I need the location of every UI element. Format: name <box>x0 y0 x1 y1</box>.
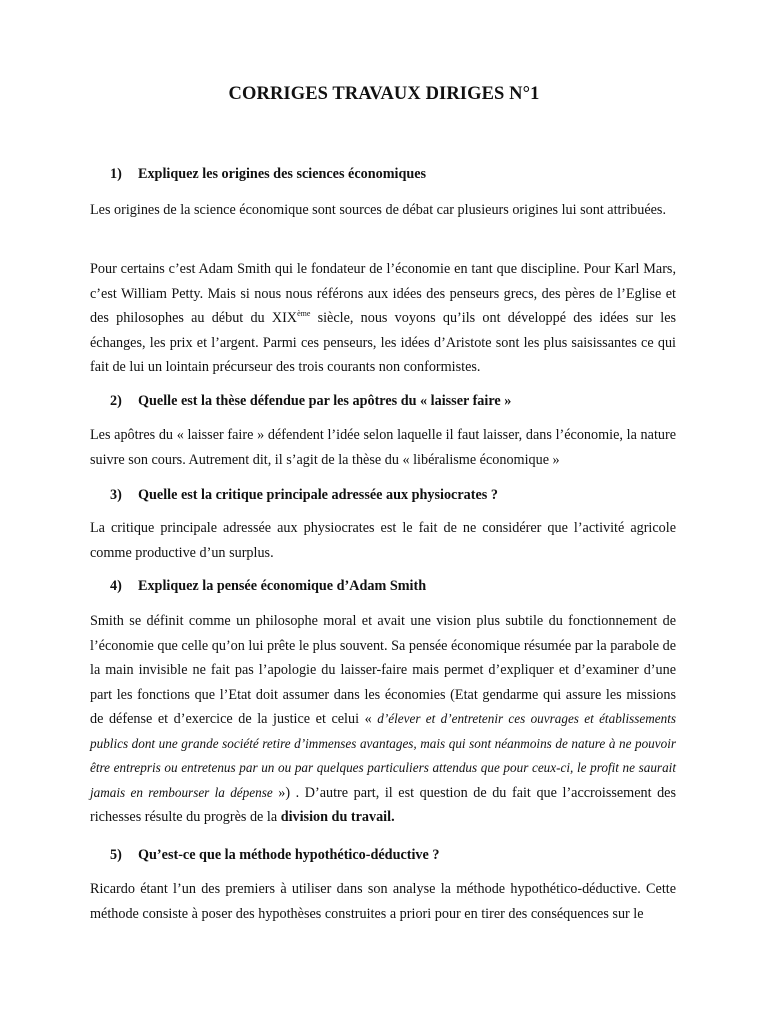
question-heading-1 <box>110 166 426 183</box>
paragraph-text: ») . D’autre part, il est question de du fait que l’accroissement des richesses résulte du progrès de la <box>90 784 677 825</box>
question-text: Quelle est la thèse défendue par les apôtres du « laisser faire » <box>138 393 512 409</box>
question-number: 5) <box>110 847 122 863</box>
quotation: d’élever et d’entretenir ces ouvrages et établissements publics dont une grande société retire d’immenses avantages, mais qui sont néanmoins de nature à ne pouvoir être entrepris ou entretenus par un ou par quelques particuliers attendus que pour ceux-ci, le profit ne saurait jamais en rembourser la dépense <box>90 711 676 800</box>
superscript: ème <box>297 309 311 318</box>
paragraph: Les apôtres du « laisser faire » défendent l’idée selon laquelle il faut laisser, dans l’économie, la nature suivre son cours. Autrement dit, il s’agit de la thèse du « libéralisme économique » <box>90 427 676 468</box>
question-number: 3) <box>110 487 122 503</box>
paragraph <box>90 257 676 380</box>
paragraph-text: siècle, nous voyons qu’ils ont développé des idées sur les échanges, les prix et l’argent. Parmi ces penseurs, les idées d’Aristote sont les plus saisissantes ce qui fait de lui un lointain précurseur des trois courants non conformistes. <box>90 310 677 375</box>
question-text: Quelle est la critique principale adressée aux physiocrates ? <box>138 487 498 503</box>
paragraph: La critique principale adressée aux physiocrates est le fait de ne considérer que l’activité agricole comme productive d’un surplus. <box>90 520 676 561</box>
paragraph: Les origines de la science économique sont sources de débat car plusieurs origines lui sont attribuées. <box>90 202 666 218</box>
page-title: CORRIGES TRAVAUX DIRIGES N°1 <box>228 84 540 104</box>
paragraph-text: Smith se définit comme un philosophe moral et avait une vision plus subtile du fonctionnement de l’économie que celle qu’on lui prête le plus souvent. Sa pensée économique résumée par la parabole de la main invisible ne fait pas l’apologie du laisser-faire mais permet d’expliquer et d’examiner d’une part les fonctions que l’Etat doit assumer dans les économies (Etat gendarme qui assure les missions de défense et d’exercice de la justice et celui « <box>90 613 676 727</box>
question-number: 4) <box>110 578 122 594</box>
question-number: 2) <box>110 393 122 409</box>
emphasis: division du travail. <box>280 809 395 825</box>
paragraph-text: Pour certains c’est Adam Smith qui le fondateur de l’économie en tant que discipline. Pour Karl Mars, c’est William Petty. Mais si nous nous référons aux idées des penseurs grecs, des pères de l’Eglise et des philosophes au début du XIX <box>90 261 676 326</box>
paragraph: Ricardo étant l’un des premiers à utiliser dans son analyse la méthode hypothético-déductive. Cette méthode consiste à poser des hypothèses construites a priori pour en tirer des conséquences sur le <box>90 881 676 922</box>
question-text: Qu’est-ce que la méthode hypothético-déductive ? <box>138 847 440 863</box>
question-heading-5 <box>110 847 439 864</box>
question-text: Expliquez les origines des sciences économiques <box>138 166 427 182</box>
question-number: 1) <box>110 166 122 182</box>
question-heading-4 <box>110 578 426 595</box>
question-text: Expliquez la pensée économique d’Adam Smith <box>138 578 427 594</box>
question-heading-2 <box>110 393 511 410</box>
question-heading-3 <box>110 487 498 504</box>
paragraph <box>90 609 676 830</box>
